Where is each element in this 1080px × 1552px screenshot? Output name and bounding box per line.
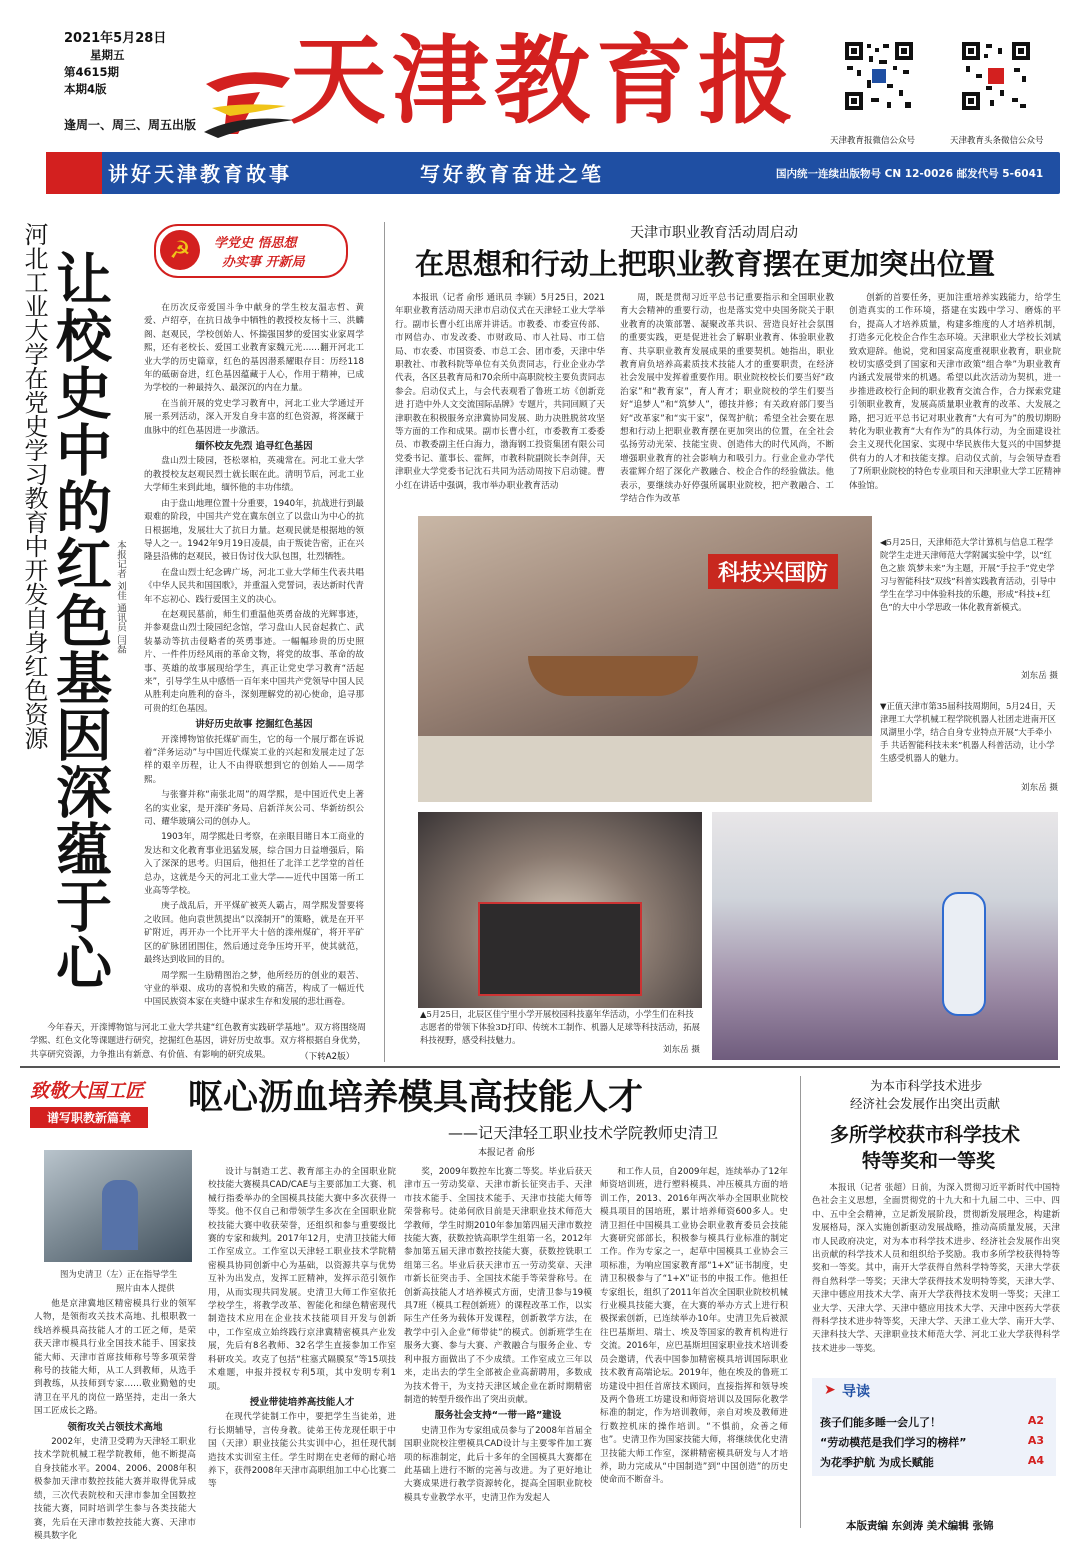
vocational-col-2 — [620, 292, 834, 505]
guide-item-1-label: 孩子们能多睡一会儿了！ — [820, 1416, 941, 1429]
section-divider-middle — [20, 1066, 1060, 1068]
craftsman-col-1-text: 他是京津冀地区精密模具行业的领军人物，是领衔攻关技术高地、扎根职教一线培养模具高技能人才的工匠之师，是荣获天津市模具行业全国技术能手、国家技能大师、天津市首席技师称号等多项荣誉称号的技能大师，从工人到教师，从选手到教练，从技师到专家……敬业勤勉的史清卫在平凡的岗位一路坚持，走出一条大国工匠成长之路。 — [34, 1299, 196, 1417]
left-sec1-p0: 盘山烈士陵园，苍松翠柏，英魂常在。河北工业大学的教授校友赵观民烈士就长眠在此。清明节后，河北工业大学师生来到此地，缅怀他的丰功伟绩。 — [144, 456, 364, 494]
publication-code: 国内统一连续出版物号 CN 12-0026 邮发代号 5-6041 — [776, 168, 1044, 180]
guide-item-3[interactable] — [820, 1454, 1048, 1472]
photo-credit-1: 刘东岳 摄 — [1020, 671, 1058, 681]
craftsman-col-4-text: 和工作人员，自2009年起，连续举办了12年师资培训班，进行塑料模具、冲压模具方面的培训工作，2013、2016年两次举办全国职业院校模具项目的国培班，累计培养师资600多人。史清卫担任中国模具工业协会职业教育委员会技能大赛研究部部长，积极参与模具行业标准的制定工作。作为专家之一，起草中国模具工业协会三项标准，为响应国家教育部“1+X”证书制度，史清卫积极参与了“1+X”证书的申报工作。他担任专家组长，组织了2011年首次全国职业院校机械行业模具技能大赛，在大赛的举办方式上进行积极探索创新，已连续举办10年。史清卫先后被派往巴基斯坦、瑞士、埃及等国家的教育机构进行交流。2016年，应巴基斯坦国家职业技术培训委员会邀请，代表中国参加精密模具培训国际职业技术教育高端论坛。2019年，他在埃及的鲁班工坊建设中担任首席技术顾问，直接指挥和领导埃及两个鲁班工坊建设和师资培训以及国际化教学标准的制定，作为培训教师，亲自对埃及教师进行数控机床的操作培训。“不惧前，众善之师也”。史清卫作为国家技能大师，将继续优化史清卫技能大师工作室，深耕精密模具研发与人才培养，助力完成从“中国制造”到“中国创造”的历史使命而不断奋斗。 — [600, 1167, 788, 1486]
craftsman-byline: 本报记者 俞彤 — [478, 1148, 535, 1158]
left-bottom-text: 今年春天，开滦博物馆与河北工业大学共建“红色教育实践研学基地”。双方将围绕周学熙、红色文化等课题进行研究，挖掘红色基因，讲好历史故事。双方将根据自身优势，共享研究资源，力争推出有新意、有价值、有影响的研究成果。 — [30, 1023, 366, 1060]
vocational-col-2-text: 周，既是贯彻习近平总书记重要指示和全国职业教育大会精神的重要行动，也是落实党中央国务院关于职业教育的决策部署、凝聚改革共识、营造良好社会氛围的重要实践，更是促进社会了解职业教育、体验职业教育、共享职业教育发展成果的重要契机。她指出，职业教育肩负培养高素质技术技能人才的重要职责，在经济社会发展中发挥着重要作用。职业院校校长们要当好“政治家”和“教育家”，育人育才；职业院校的学生们要当好“追梦人”和“筑梦人”，德技并修；有关政府部门要当好“改革家”和“实干家”，保驾护航；希望全社会要在思想和行动上把职业教育摆在更加突出的位置，在全社会弘扬劳动光荣、技能宝贵、创造伟大的时代风尚，不断增强职业教育的社会影响力和吸引力。行业企业办学代表霍辉介绍了深化产教融合、校企合作的经验做法。他表示，要继续办好停强所属职业院校，把产教融合、工学结合作为改革 — [620, 293, 834, 505]
left-side-title: 河北工业大学在党史学习教育中开发自身红色资源 — [20, 222, 48, 750]
craftsman-col-2-text: 设计与制造工艺、教育部主办的全国职业院校技能大赛模具CAD/CAE与主要部加工大赛、机械行指委举办的全国模具技能大赛中多次获得一等奖。他不仅自己和带领学生多次在全国职业院校技能大赛中收获荣誉，还组织和参与重要级比赛的专家和裁判。2017年12月，史清卫技能大师工作室成立。工作室以天津轻工职业技术学院精密模具协同创新中心为基础，以资源共享与优势互补为出发点，发挥工匠精神，发挥示范引领作用，从而实现共同发展。史清卫大师工作室依托学校学生，将教学改革、智能化和绿色精密现代制造技术应用在企业技术技能项目开发与创新中，工作室成立始终践行京津冀精密模具产业发展，先后有8名教师、32名学生直接参加工作室科研攻关。攻克了包括“柱塞式隔膜泵”等15项技术难题，申报并授权专利5项，其中发明专利1项。 — [208, 1167, 396, 1392]
guide-item-2[interactable] — [820, 1434, 1048, 1452]
banner-accent-bar — [46, 152, 102, 194]
award-kicker-2: 经济社会发展作出突出贡献 — [850, 1096, 1001, 1111]
guide-item-3-label: 为花季护航 为成长赋能 — [820, 1456, 934, 1469]
award-body — [812, 1182, 1060, 1354]
photo-caption-2: ▼正值天津市第35届科技周期间，5月24日，天津理工大学机械工程学院机器人社团走进南开区凤湖里小学，结合自身专业特点开展“大手牵小手 共话智能科技未来”机器人科普活动，让小学生感受机器人的魅力。 — [880, 701, 1056, 763]
photo-craftsman — [44, 1150, 192, 1262]
slogan-banner — [46, 152, 1060, 194]
photo-robot-arena — [418, 812, 702, 1008]
photo-arena-floor — [478, 902, 642, 996]
craftsman-col-2 — [208, 1166, 396, 1530]
left-para2: 在当前开展的党史学习教育中，河北工业大学通过开展一系列活动，深入开发自身丰富的红色资源，将深藏于血脉中的红色基因进一步激活。 — [144, 398, 364, 436]
left-sec1-p2: 在盘山烈士纪念碑广场，河北工业大学师生代表共唱《中华人民共和国国歌》，并重温入党誓词，表达新时代青年不忘初心、践行爱国主义的决心。 — [144, 567, 364, 605]
left-sec1-p3: 在赵观民墓前，师生们重温他英勇奋战的光辉事迹，并参观盘山烈士陵园纪念馆，学习盘山人民奋起救亡、武装暴动等抗击侵略者的英勇事迹。一幅幅珍贵的历史照片、一件件历经风雨的革命文物，将党的故事、革命的故事、英雄的故事展现给学生，真正让党史学习教育“活起来”，引导学生从中感悟一百年来中国共产党领导中国人民从胜利走向胜利的奋斗，深刻理解党的初心使命，追寻那可贵的红色基因。 — [144, 609, 364, 714]
left-intro: 在历次反帝爱国斗争中献身的学生校友温志哲、黄爱、卢绍亭，在抗日战争中牺牲的教授校友杨十三、洪麟阁、赵观民，学校创始人、怀揣强国梦的爱国实业家周学熙，还有老校长、爱国工业教育家魏元光……翻开河北工业大学的历史篇章，红色的基因潜系耀眼存目：历经118年的砥砺奋进，红色基因蕴藏于人心，作用于精神，已成为学校的一种最持久、最深沉的内在力量。 — [144, 303, 364, 394]
craftsman-col-3b-text: 史清卫作为专家组成员参与了2008年首届全国职业院校注塑模具CAD设计与主要零件加工赛项的标准制定，此后十多年的全国模具大赛都在此基础上进行不断的完善与改进。为了更好地让大赛成果进行教学资源转化，提高全国职业院校模具专业教学水平，史清卫作为发起人 — [404, 1425, 592, 1503]
left-sec2-p4: 周学熙一生励精图治之梦，他所经历的创业的艰苦、守业的举艰、成功的喜悦和失败的痛苦，构成了一幅近代中国民族资本家在夹缝中谋求生存和发展的悲壮画卷。 — [144, 970, 364, 1008]
photo-robot-shape — [942, 892, 986, 1016]
guide-item-2-page: A3 — [1027, 1434, 1044, 1447]
photo-robot-class — [712, 812, 1058, 1060]
craftsman-subhead: ——记天津轻工职业技术学院教师史清卫 — [448, 1124, 719, 1142]
badge-line-2: 办实事 开新局 — [222, 255, 305, 270]
craftsman-col-1b-text: 2002年，史清卫受聘为天津轻工职业技术学院机械工程学院教师，他不断提高自身技能水平。2004、2006、2008年积极参加天津市数控技能大赛并取得优异成绩，三次代表院校和天津市参加全国数控技能大赛，同时培训学生参与各类技能大赛，先后在天津市数控技能大赛、天津市模具数字化 — [34, 1437, 196, 1541]
party-history-badge — [154, 224, 348, 278]
left-headline: 让校史中的红色基因深蕴于心 — [47, 250, 113, 991]
photo-table — [418, 736, 872, 802]
guide-item-3-page: A4 — [1027, 1454, 1044, 1467]
photo-ship-model — [418, 516, 872, 802]
left-sec2-p1: 与张謇并称“南张北周”的周学熙，是中国近代史上著名的实业家，是开滦矿务局、启新洋灰公司、华新纺织公司、耀华玻璃公司的创办人。 — [144, 790, 364, 828]
guide-item-1-page: A2 — [1027, 1414, 1044, 1427]
craftsman-badge-sub: 谱写职教新篇章 — [30, 1107, 148, 1128]
photo-caption-3: ▲5月25日，北辰区佳宁里小学开展校园科技嘉年华活动，小学生们在科技志愿者的带领下体验3D打印、传统木工制作、机器人足球等科技活动，拓展科技视野，感受科技魅力。 — [420, 1009, 701, 1045]
guide-item-2-label: “劳动模范是我们学习的榜样” — [820, 1436, 967, 1449]
issue-pages: 本期4版 — [64, 82, 107, 96]
award-headline-2: 特等奖和一等奖 — [862, 1150, 996, 1172]
column-divider-right — [800, 1076, 801, 1528]
vocational-col-3-text: 创新的首要任务，更加注重培养实践能力，给学生创造真实的工作环境，搭建在实践中学习、磨炼的平台，提高人才培养质量，构建多维度的人才培养机制，打造多元化校企合作生态环境。天津职业大学校长刘斌致欢迎辞。他说，党和国家高度重视职业教育，职业院校切实感受到了国家和天津市政策“组合拳”为职业教育内涵式发展带来的机遇。希望以此次活动为契机，进一步推进政校行企间的职业教育交流合作，合力探索党建引领职业教育，发展高质量职业教育的改革、大发展之路，把习近平总书记对职业教育“大有可为”的殷切期盼转化为职业教育“大有作为”的具体行动，为全面建设社会主义现代化国家、实现中华民族伟大复兴的中国梦提供有力的人才和技能支撑。启动仪式前，与会领导查看了7所职业院校的特色专业项目和天津职业大学工匠精神体验馆。 — [849, 293, 1061, 491]
badge-line-1: 学党史 悟思想 — [214, 236, 297, 251]
craftsman-col-4 — [600, 1166, 788, 1530]
left-sec2-p0: 开滦博物馆依托煤矿而生，它的每一个展厅都在诉说着“洋务运动”与中国近代煤炭工业的兴起和发展走过了怎样的艰辛历程，让人不由得联想到它的创始人——周学熙。 — [144, 734, 364, 785]
photo-ship-shape — [528, 656, 698, 696]
left-sec2-p3: 庚子战乱后，开平煤矿被英人霸占，周学熙发誓要将之收回。他向袁世凯提出“以滦制开”的策略，就是在开平矿附近，再开办一个比开平大十倍的滦州煤矿，将开平矿区的矿脉团团围住，然后通过竞争压垮开平，使其就范，最终达到收回的目的。 — [144, 901, 364, 966]
left-byline: 本报记者 刘佳 通讯员 闫磊 — [115, 540, 126, 654]
issue-date: 2021年5月28日 — [64, 31, 167, 46]
award-kicker-1: 为本市科学技术进步 — [870, 1078, 983, 1093]
vocational-kicker: 天津市职业教育活动周启动 — [630, 225, 798, 241]
craftsman-photo-caption: 图为史清卫（左）正在指导学生 — [60, 1269, 178, 1279]
publication-frequency: 逢周一、周三、周五出版 — [64, 118, 197, 132]
vocational-col-1-text: 本报讯（记者 俞彤 通讯员 李颖）5月25日，2021年职业教育活动周天津市启动仪式在天津轻工业大学举行。副市长曹小红出席并讲话。市教委、市委宣传部、市网信办、市发改委、市财政局、市人社局、市工信局、市农委、市国资委、市总工会、团市委，天津中华职教社、市教科院等单位有关负责同志，行业企业办学代表，各区县教育局和70余所中高职院校主要负责同志参会。启动仪式上，与会代表观看了鲁班工坊《创新竞进 打造中外人文交流国际品牌》专题片，共同回顾了天津职教在积极服务京津冀协同发展、助力决胜脱贫攻坚等方面的工作和成果。副市长曹小红，市委教育工委委员、市教委副主任白海力，渤海钢工投资集团有限公司党委书记、董事长、霍辉，市教科院副院长李剑萍，天津职业大学党委书记沈石共同为活动周按下启动键。曹小红在讲话中强调，我市举办职业教育活动 — [395, 293, 605, 491]
award-body-text: 本报讯（记者 张超）日前，为深入贯彻习近平新时代中国特色社会主义思想，全面贯彻党的十九大和十九届二中、三中、四中、五中全会精神，立足新发展阶段，贯彻新发展理念，构建新发展格局，深入实施创新驱动发展战略，推动高质量发展，天津市人民政府决定，对为本市科学技术进步、经济社会发展作出突出贡献的科学技术人员和组织给予奖励。我市多所学校获得特等奖和一等奖。其中，南开大学获得自然科学特等奖，天津大学获得自然科学一等奖；天津大学获得技术发明特等奖，天津大学、天津中德应用技术大学、南开大学获得技术发明一等奖；天津工业大学、天津大学、天津中德应用技术大学、天津中医药大学获得科学技术进步特等奖，天津大学、天津工业大学、南开大学、天津科技大学、天津职业技术师范大学、河北工业大学获得科学技术进步一等奖。 — [812, 1183, 1060, 1354]
guide-header — [812, 1378, 1056, 1404]
craftsman-subhead-1: 领衔攻关占领技术高地 — [67, 1421, 163, 1433]
photo-credit-3: 刘东岳 摄 — [662, 1045, 700, 1055]
issue-weekday: 星期五 — [90, 48, 125, 62]
guide-item-1[interactable] — [820, 1414, 1048, 1432]
guide-box — [812, 1378, 1056, 1476]
left-sec2-p2: 1903年，周学熙赴日考察，在亲眼目睹日本工商业的发达和文化教育事业迅猛发展，综合国力日益增强后，陷入了深深的思考。归国后，他担任了北洋工艺学堂的首任总办，这就是今天的河北工业大学——近代中国第一所工业高等学校。 — [144, 832, 364, 897]
banner-slogan-right: 写好教育奋进之笔 — [420, 162, 604, 186]
photo-banner-text: 科技兴国防 — [708, 554, 838, 589]
vocational-headline: 在思想和行动上把职业教育摆在更加突出位置 — [415, 247, 996, 281]
craftsman-photo-credit: 照片由本人提供 — [116, 1283, 175, 1293]
craftsman-col-1 — [34, 1298, 196, 1541]
photo-credit-2: 刘东岳 摄 — [1020, 783, 1058, 793]
column-divider-left — [384, 222, 385, 1062]
craftsman-badge-title: 致敬大国工匠 — [30, 1080, 145, 1102]
qr-right-label: 天津教育头条微信公众号 — [950, 136, 1044, 146]
craftsman-column-badge — [30, 1076, 160, 1128]
party-emblem-icon: ☭ — [160, 230, 200, 270]
left-continued: （下转A2版） — [300, 1052, 355, 1062]
photo-caption-1: ◀5月25日，天津师范大学计算机与信息工程学院学生走进天津师范大学附属实验中学，以“红色之旅 筑梦未来”为主题，开展“手拉手”党史学习与智能科技“双线”科普实践教育活动，引导中学生在学习中体验科技的乐趣，形成“科技+红色”的大中小学思政一体化教育新模式。 — [880, 537, 1057, 612]
left-subhead-2: 讲好历史故事 挖掘红色基因 — [195, 719, 313, 731]
craftsman-col-3 — [404, 1166, 592, 1530]
qr-code-left — [843, 40, 915, 112]
masthead-info — [64, 30, 184, 98]
guide-icon: ➤ — [824, 1382, 836, 1398]
vocational-col-1 — [395, 292, 605, 498]
photo-craftsman-figure — [102, 1180, 138, 1250]
issue-number: 第4615期 — [64, 65, 120, 79]
left-article-body — [144, 302, 364, 1020]
craftsman-col-3-text: 奖，2009年数控车比赛二等奖。毕业后获天津市五一劳动奖章、天津市新长征突击手、天津市技术能手、全国技术能手、天津市技能大师等荣誉称号。徒弟何欣目前是天津职业技术师范大学教师，学生时期2010年参加第四届天津市数控技能大赛，获数控铣高职学生组第一名，2012年参加第五届天津市数控技能大赛，获数控铣职工组第三名。毕业后获天津市五一劳动奖章、天津市新长征突击手、全国技术能手等荣誉称号。在创新高技能人才培养模式方面，史清卫参与19模具7班（模具工程创新班）的课程改革工作，以实际生产任务为载体开发课程，创新教学方法，在教学中引入企业“师带徒”的模式。创新班学生在服务大赛、参与大赛、产教融合与服务企业、专利申报方面做出了不少成绩。工作室成立三年以来，走出去的学生全部被企业高薪聘用，多数成为技术骨干，为支持天津区域企业在新时期精密制造的转型升级作出了突出贡献。 — [404, 1167, 592, 1405]
craftsman-col-2b-text: 在现代学徒制工作中，要把学生当徒弟，进行长期辅导，言传身教。徒弟王传龙现任职于中国（天津）职业技能公共实训中心，担任现代制造技术实训室主任。学生时期在史老师的耐心培养下，获得2008年天津市高职组加工中心比赛二等 — [208, 1412, 396, 1490]
qr-left-label: 天津教育报微信公众号 — [830, 136, 916, 146]
banner-slogan-left: 讲好天津教育故事 — [108, 162, 292, 186]
qr-code-right — [960, 40, 1032, 112]
craftsman-subhead-3: 服务社会支持“一带一路”建设 — [434, 1410, 562, 1422]
vocational-col-3 — [849, 292, 1061, 498]
craftsman-subhead-2: 授业带徒培养高技能人才 — [249, 1396, 355, 1408]
craftsman-headline: 呕心沥血培养模具高技能人才 — [188, 1077, 644, 1118]
left-subhead-1: 缅怀校友先烈 追寻红色基因 — [195, 441, 313, 453]
newspaper-logo — [198, 62, 298, 142]
guide-title: 导读 — [842, 1384, 870, 1400]
newspaper-title: 天津教育报 — [290, 24, 800, 137]
left-sec1-p1: 由于盘山地理位置十分重要，1940年，抗战进行到最艰难的阶段，中国共产党在冀东创立了以盘山为中心的抗日根据地，发展壮大了抗日力量。赵观民就是根据地的领导人之一。1942年9月19日凌晨，由于叛徒告密，正在兴隆县沿佛的赵观民，被日伪讨伐大队包围，壮烈牺牲。 — [144, 498, 364, 563]
page-editors: 本版责编 东剑涛 美术编辑 张锦 — [846, 1520, 994, 1532]
award-headline-1: 多所学校获市科学技术 — [830, 1124, 1021, 1146]
